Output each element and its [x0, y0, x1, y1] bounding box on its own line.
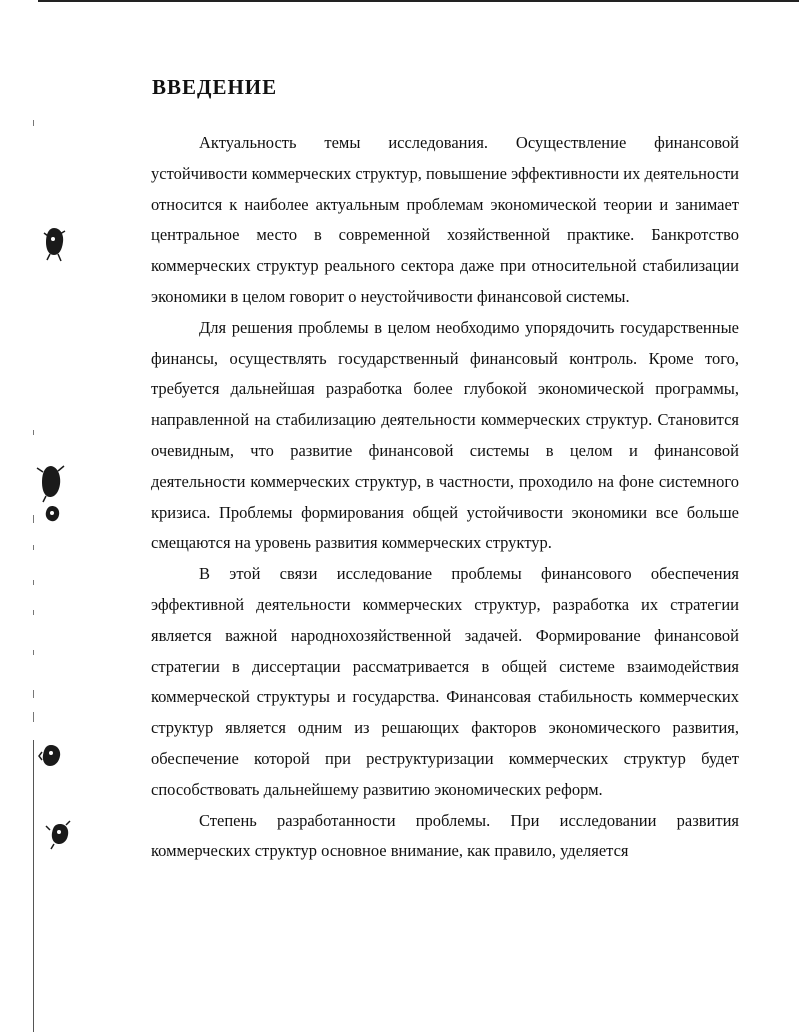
margin-speck [33, 690, 34, 698]
margin-speck [33, 545, 34, 550]
paragraph-solution: Для решения проблемы в целом необходимо упорядочить государственные финансы, осуществлять государственный финансовый контроль. Кроме того, требуется дальнейшая разработка более глубокой экономической программы, направленной на стабилизацию деятельности коммерческих структур. Становится очевидным, что развитие финансовой системы в целом и финансовой деятельности коммерческих структур, в частности, проходило на фоне системного кризиса. Проблемы формирования общей устойчивости экономики все больше смещаются на уровень развития коммерческих структур. [151, 317, 739, 553]
page-title: ВВЕДЕНИЕ [152, 75, 278, 99]
margin-speck [33, 650, 34, 655]
binding-hole-mark [37, 742, 65, 772]
paragraph-strategy: В этой связи исследование проблемы финансового обеспечения эффективной деятельности коммерческих структур, разработка их стратегии является важной народнохозяйственной задачей. Формирование финансовой стратегии в диссертации рассматривается в общей системе взаимодействия коммерческой структуры и государства. Финансовая стабильность коммерческих структур является одним из решающих факторов экономического развития, обеспечение которой при реструктуризации коммерческих структур будет способствовать дальнейшему развитию экономических реформ. [151, 564, 739, 799]
binding-hole-mark [40, 224, 70, 264]
margin-speck [33, 120, 34, 126]
margin-speck [33, 610, 34, 615]
binding-hole-mark [44, 818, 74, 852]
paragraph-degree-of-development: Степень разработанности проблемы. При исследовании развития коммерческих структур основное внимание, как правило, уделяется [151, 810, 739, 861]
top-scan-rule [38, 0, 799, 2]
margin-speck [33, 712, 34, 722]
binding-hole-mark [34, 462, 70, 528]
left-margin-line [33, 740, 34, 1032]
margin-speck [33, 580, 34, 585]
margin-speck [33, 430, 34, 435]
paragraph-relevance: Актуальность темы исследования. Осуществление финансовой устойчивости коммерческих структур, повышение эффективности их деятельности относится к наиболее актуальным проблемам экономической теории и занимает центральное место в современной хозяйственной практике. Банкротство коммерческих структур реального сектора даже при относительной стабилизации экономики в целом говорит о неустойчивости финансовой системы. [151, 133, 739, 306]
document-body [151, 128, 739, 867]
